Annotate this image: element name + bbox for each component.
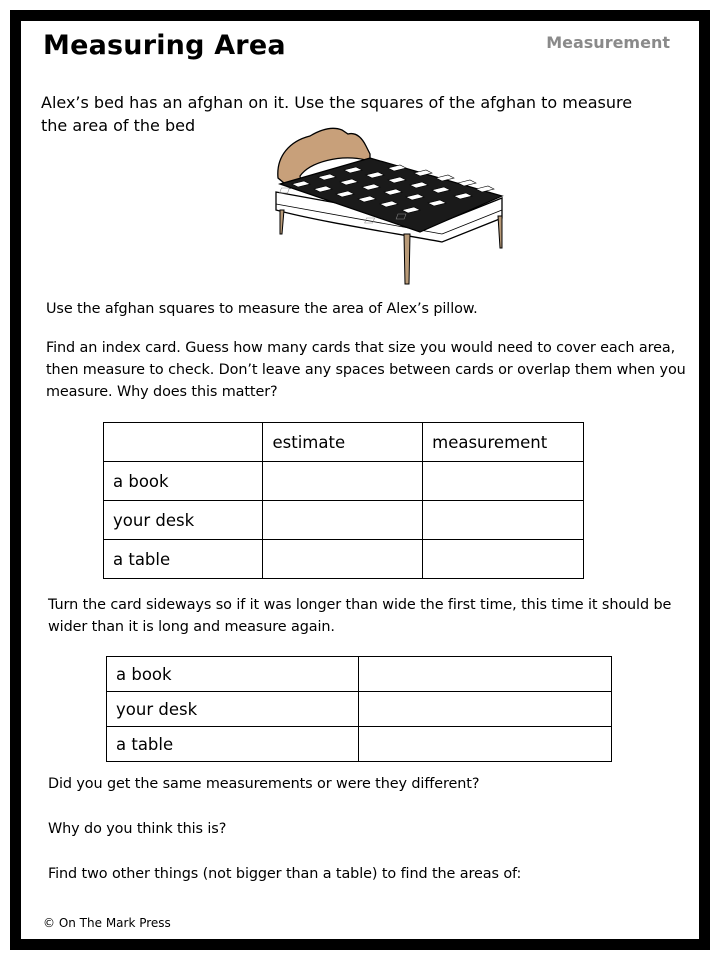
table-row <box>104 501 584 540</box>
page-title: Measuring Area <box>43 30 286 61</box>
table-cell-estimate[interactable] <box>263 540 423 579</box>
why-question: Why do you think this is? <box>48 821 227 837</box>
compare-question: Did you get the same measurements or were they different? <box>48 776 480 792</box>
table-cell-measurement[interactable] <box>358 692 611 727</box>
table-cell-measurement[interactable] <box>358 657 611 692</box>
table-row <box>107 657 612 692</box>
table-cell-measurement[interactable] <box>423 540 584 579</box>
table-header-cell: estimate <box>263 423 423 462</box>
table-cell-measurement[interactable] <box>423 501 584 540</box>
table-header-row <box>104 423 584 462</box>
table-row <box>104 462 584 501</box>
table-cell-item: a table <box>107 727 359 762</box>
turn-card-instruction: Turn the card sideways so if it was longer than wide the first time, this time it should be wider than it is long and measure again. <box>48 597 672 635</box>
table-row <box>104 540 584 579</box>
table-cell-estimate[interactable] <box>263 462 423 501</box>
table-cell-measurement[interactable] <box>358 727 611 762</box>
table-cell-item: your desk <box>107 692 359 727</box>
bed-with-afghan-icon <box>270 126 520 288</box>
intro-text: Alex’s bed has an afghan on it. Use the squares of the afghan to measure the area of the bed <box>41 93 633 135</box>
table-header-cell: measurement <box>423 423 584 462</box>
table-row <box>107 727 612 762</box>
pillow-instruction: Use the afghan squares to measure the area of Alex’s pillow. <box>46 301 478 317</box>
subject-label: Measurement <box>546 33 670 52</box>
table-row <box>107 692 612 727</box>
copyright-footer: © On The Mark Press <box>43 916 171 930</box>
table-header-cell <box>104 423 263 462</box>
table-cell-measurement[interactable] <box>423 462 584 501</box>
table-cell-item: a book <box>107 657 359 692</box>
table-cell-item: a book <box>104 462 263 501</box>
estimate-measurement-table <box>103 422 584 579</box>
index-card-instruction: Find an index card. Guess how many cards that size you would need to cover each area, then measure to check. Don’t leave any spaces between cards or overlap them when you measure. Why does this matter? <box>46 340 686 400</box>
sideways-measurement-table <box>106 656 612 762</box>
table-cell-estimate[interactable] <box>263 501 423 540</box>
table-cell-item: a table <box>104 540 263 579</box>
table-cell-item: your desk <box>104 501 263 540</box>
find-two-instruction: Find two other things (not bigger than a table) to find the areas of: <box>48 866 522 882</box>
